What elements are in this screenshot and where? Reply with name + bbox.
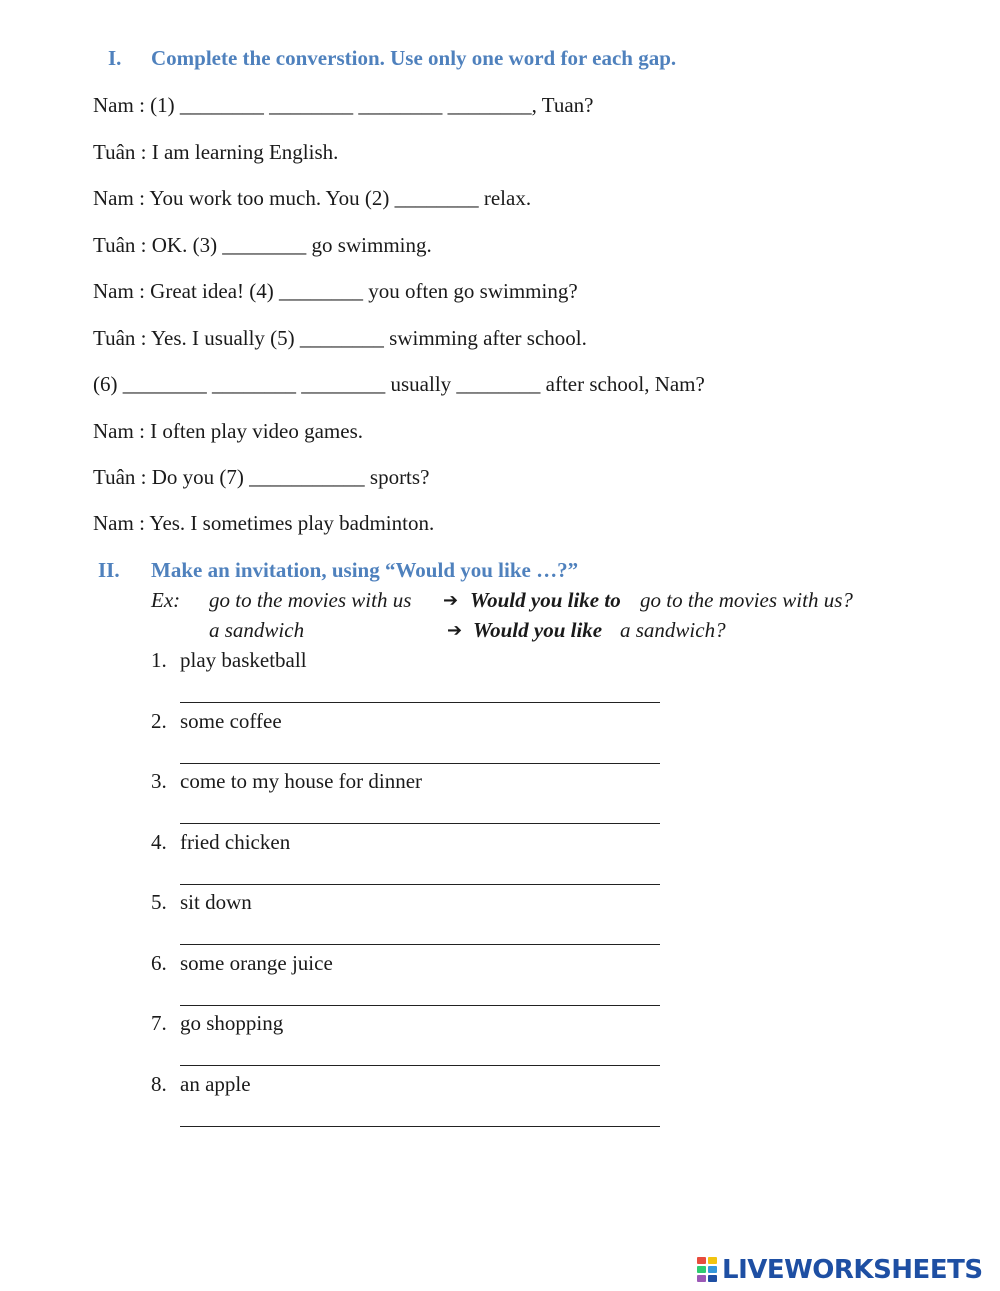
liveworksheets-logo <box>697 1255 983 1285</box>
example-answer-bold: Would you like <box>473 618 603 642</box>
answer-line[interactable] <box>180 944 660 945</box>
item-number: 1. <box>151 648 167 672</box>
answer-line[interactable] <box>180 884 660 885</box>
liveworksheets-logo-icon <box>697 1257 719 1283</box>
example-prompt: a sandwich <box>209 618 305 642</box>
arrow-icon: ➔ <box>443 590 459 611</box>
answer-line[interactable] <box>180 823 660 824</box>
dialogue-line: Nam : You work too much. You (2) ________ relax. <box>93 186 532 210</box>
item-prompt: an apple <box>180 1072 251 1096</box>
item-number: 3. <box>151 769 167 793</box>
item-prompt: sit down <box>180 890 252 914</box>
arrow-icon: ➔ <box>447 620 463 641</box>
item-number: 6. <box>151 951 167 975</box>
dialogue-line: Nam : Yes. I sometimes play badminton. <box>93 511 435 535</box>
section-2-title: Make an invitation, using “Would you like …?” <box>151 558 579 582</box>
item-prompt: come to my house for dinner <box>180 769 423 793</box>
item-number: 4. <box>151 830 167 854</box>
item-number: 2. <box>151 709 167 733</box>
dialogue-line: Nam : Great idea! (4) ________ you often go swimming? <box>93 279 578 303</box>
item-prompt: go shopping <box>180 1011 284 1035</box>
item-number: 7. <box>151 1011 167 1035</box>
dialogue-line: Tuân : I am learning English. <box>93 140 339 164</box>
answer-line[interactable] <box>180 1065 660 1066</box>
example-label: Ex: <box>151 588 181 612</box>
section-2-numeral: II. <box>98 558 120 582</box>
answer-line[interactable] <box>180 763 660 764</box>
dialogue-line: Tuân : Do you (7) ___________ sports? <box>93 465 430 489</box>
example-answer-bold: Would you like to <box>470 588 621 612</box>
answer-line[interactable] <box>180 1005 660 1006</box>
item-prompt: some coffee <box>180 709 282 733</box>
item-prompt: play basketball <box>180 648 307 672</box>
example-answer-rest: go to the movies with us? <box>640 588 853 612</box>
answer-line[interactable] <box>180 1126 660 1127</box>
example-prompt: go to the movies with us <box>209 588 412 612</box>
item-number: 8. <box>151 1072 167 1096</box>
logo-text: LIVEWORKSHEETS <box>722 1255 983 1285</box>
dialogue-line: Nam : (1) ________ ________ ________ ________, Tuan? <box>93 93 594 117</box>
item-prompt: fried chicken <box>180 830 291 854</box>
example-answer-rest: a sandwich? <box>620 618 726 642</box>
answer-line[interactable] <box>180 702 660 703</box>
dialogue-line: Tuân : OK. (3) ________ go swimming. <box>93 233 432 257</box>
item-prompt: some orange juice <box>180 951 333 975</box>
dialogue-line: (6) ________ ________ ________ usually ________ after school, Nam? <box>93 372 705 396</box>
item-number: 5. <box>151 890 167 914</box>
dialogue-line: Nam : I often play video games. <box>93 419 364 443</box>
section-1-title: Complete the converstion. Use only one word for each gap. <box>151 46 677 70</box>
dialogue-line: Tuân : Yes. I usually (5) ________ swimming after school. <box>93 326 587 350</box>
section-1-numeral: I. <box>108 46 122 70</box>
